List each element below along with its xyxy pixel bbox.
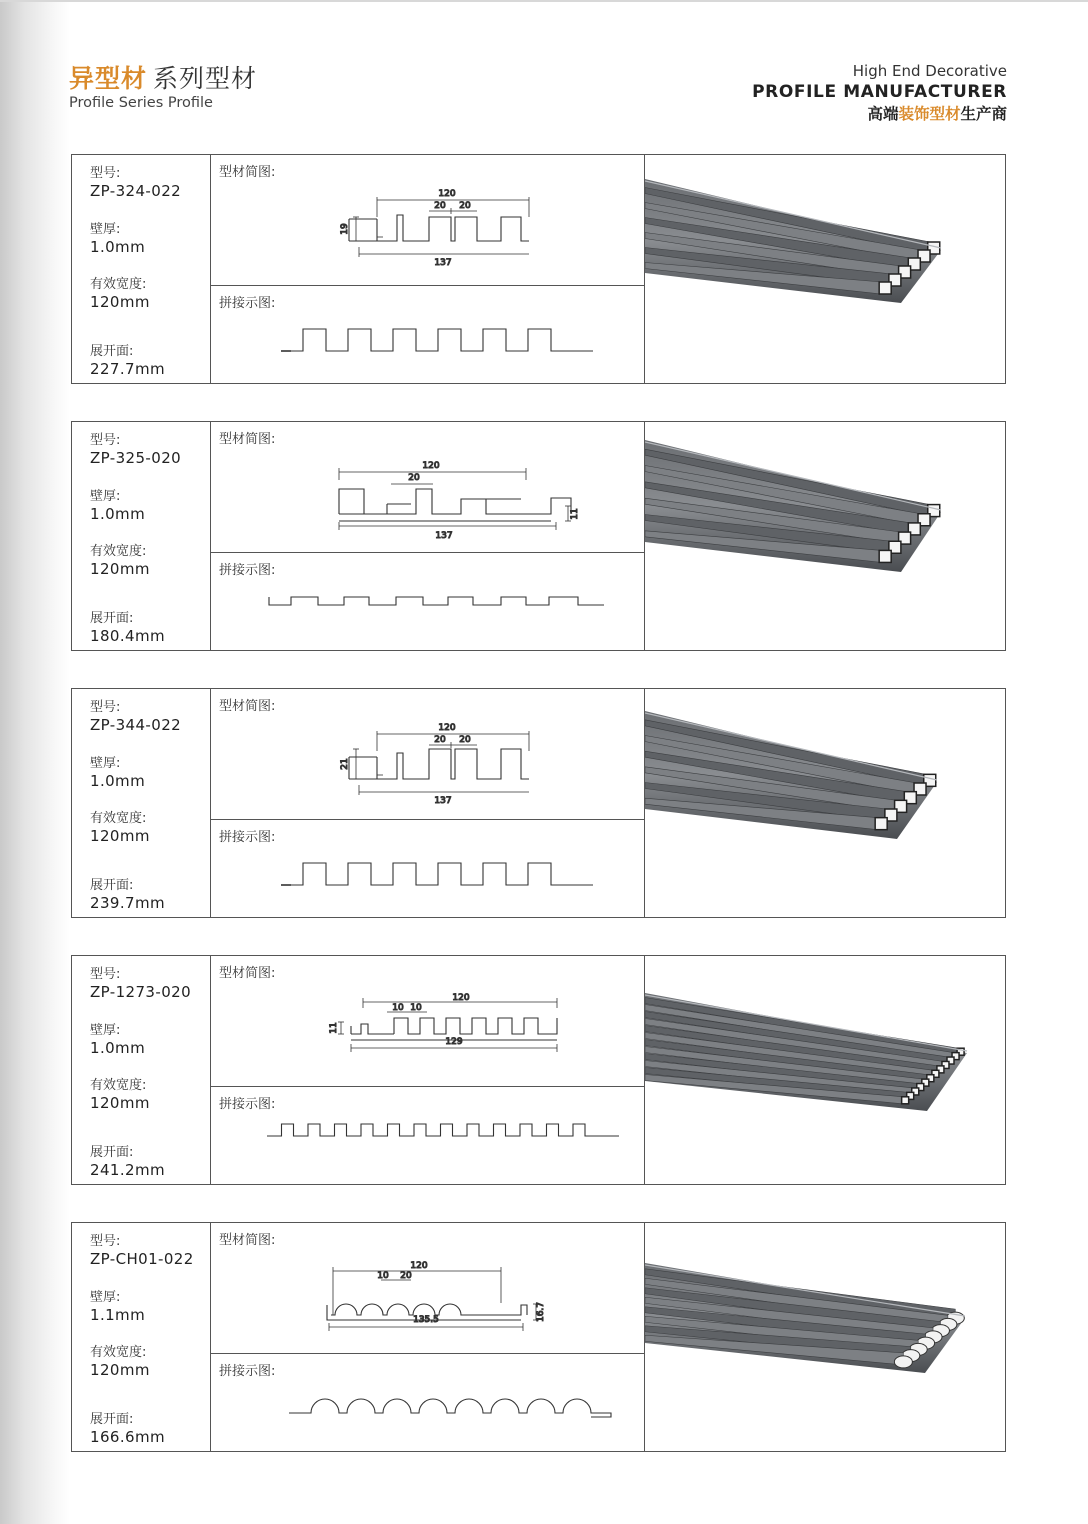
dim-height: 11	[329, 1022, 339, 1034]
spec-thickness-value: 1.0mm	[90, 1039, 146, 1057]
spec-model	[90, 433, 181, 467]
brand-tagline	[752, 62, 1007, 124]
spec-model	[90, 700, 181, 734]
product-row	[71, 688, 1006, 918]
spec-unfolded-label: 展开面:	[90, 1145, 134, 1160]
dim-height: 19	[340, 223, 350, 235]
dim-pitch-a: 20	[434, 201, 446, 211]
spec-column	[72, 956, 211, 1184]
profile-diagrams	[211, 956, 644, 1183]
splice-diagram-caption: 拼接示图:	[219, 563, 276, 578]
product-photo	[644, 155, 1005, 383]
spec-unfolded	[90, 878, 165, 912]
drawing-column	[211, 155, 644, 383]
profile-diagrams	[211, 1223, 644, 1450]
dim-width: 120	[438, 189, 456, 199]
profile-render	[645, 689, 1005, 916]
spec-effective-width-label: 有效宽度:	[90, 811, 147, 826]
dim-pitch-a: 20	[434, 735, 446, 745]
spec-column	[72, 155, 211, 383]
title-accent: 异型材	[69, 64, 148, 93]
dim-width: 120	[422, 461, 440, 471]
spec-effective-width	[90, 1078, 150, 1112]
spec-effective-width-value: 120mm	[90, 560, 150, 578]
splice-diagram-caption: 拼接示图:	[219, 830, 276, 845]
spec-effective-width-label: 有效宽度:	[90, 1078, 147, 1093]
profile-diagram-caption: 型材简图:	[219, 1233, 276, 1248]
tagline-line2: PROFILE MANUFACTURER	[752, 82, 1007, 102]
spec-unfolded-label: 展开面:	[90, 878, 134, 893]
spec-thickness	[90, 222, 145, 256]
spec-effective-width	[90, 811, 150, 845]
splice-diagram-caption: 拼接示图:	[219, 296, 276, 311]
product-row	[71, 955, 1006, 1185]
profile-diagrams	[211, 155, 644, 382]
dim-pitch-b: 20	[400, 1271, 412, 1281]
spec-column	[72, 1223, 211, 1451]
spec-effective-width-label: 有效宽度:	[90, 277, 147, 292]
dim-total: 137	[434, 258, 452, 268]
page-header-left	[69, 64, 257, 111]
spec-thickness-label: 壁厚:	[90, 1290, 121, 1305]
profile-render	[645, 422, 1005, 649]
spec-unfolded	[90, 611, 165, 645]
dim-pitch-a: 20	[408, 473, 420, 483]
profile-diagrams	[211, 689, 644, 916]
profile-diagram-caption: 型材简图:	[219, 699, 276, 714]
product-photo	[644, 422, 1005, 650]
dim-total: 137	[434, 796, 452, 806]
spec-thickness-label: 壁厚:	[90, 756, 121, 771]
profile-render	[645, 956, 1005, 1183]
spec-column	[72, 422, 211, 650]
dim-height: 11	[570, 508, 580, 520]
spec-effective-width-value: 120mm	[90, 1094, 150, 1112]
dim-total: 129	[445, 1037, 463, 1047]
profile-diagram-caption: 型材简图:	[219, 432, 276, 447]
spec-effective-width	[90, 1345, 150, 1379]
spec-unfolded	[90, 1412, 165, 1446]
product-photo	[644, 1223, 1005, 1451]
spec-thickness-value: 1.1mm	[90, 1306, 146, 1324]
page-subtitle: Profile Series Profile	[69, 95, 213, 111]
profile-render	[645, 1223, 1005, 1450]
product-photo	[644, 956, 1005, 1184]
spec-effective-width-value: 120mm	[90, 1361, 150, 1379]
profile-diagram-caption: 型材简图:	[219, 966, 276, 981]
spec-unfolded-value: 166.6mm	[90, 1428, 165, 1446]
spec-thickness-value: 1.0mm	[90, 238, 146, 256]
profile-diagrams	[211, 422, 644, 649]
dim-total: 137	[435, 531, 453, 541]
spec-unfolded-value: 239.7mm	[90, 894, 165, 912]
spec-thickness	[90, 756, 145, 790]
tagline-line1: High End Decorative	[852, 62, 1007, 80]
dim-height: 21	[340, 758, 350, 770]
spec-thickness	[90, 489, 145, 523]
spec-unfolded-value: 180.4mm	[90, 627, 165, 645]
dim-total: 135.5	[413, 1315, 439, 1325]
spec-model-value: ZP-325-020	[90, 449, 182, 467]
spec-thickness-label: 壁厚:	[90, 489, 121, 504]
dim-height: 16.7	[536, 1301, 546, 1323]
spec-thickness	[90, 1023, 145, 1057]
spec-model	[90, 1234, 194, 1268]
spec-thickness-value: 1.0mm	[90, 772, 146, 790]
page-title	[69, 64, 257, 94]
spec-unfolded-label: 展开面:	[90, 611, 134, 626]
spec-model-label: 型号:	[90, 1234, 121, 1249]
dim-width: 120	[438, 723, 456, 733]
spec-effective-width	[90, 277, 150, 311]
spec-model-value: ZP-324-022	[90, 182, 182, 200]
spec-unfolded-value: 227.7mm	[90, 360, 165, 378]
spec-model-label: 型号:	[90, 700, 121, 715]
dim-pitch-b: 20	[459, 201, 471, 211]
page-top-edge	[0, 0, 1088, 2]
spec-unfolded-value: 241.2mm	[90, 1161, 165, 1179]
tagline-line3	[752, 104, 1007, 124]
dim-width: 120	[410, 1261, 428, 1271]
product-row	[71, 1222, 1006, 1452]
drawing-column	[211, 956, 644, 1184]
dim-pitch-a: 10	[392, 1003, 404, 1013]
spec-effective-width-label: 有效宽度:	[90, 544, 147, 559]
spec-unfolded-label: 展开面:	[90, 1412, 134, 1427]
title-rest: 系列型材	[153, 64, 258, 93]
spec-column	[72, 689, 211, 917]
drawing-column	[211, 1223, 644, 1451]
product-row	[71, 154, 1006, 384]
spec-effective-width-label: 有效宽度:	[90, 1345, 147, 1360]
spec-thickness-value: 1.0mm	[90, 505, 146, 523]
spec-thickness-label: 壁厚:	[90, 1023, 121, 1038]
spec-effective-width	[90, 544, 150, 578]
dim-pitch-b: 20	[459, 735, 471, 745]
spec-unfolded-label: 展开面:	[90, 344, 134, 359]
tagline-line3-post: 生产商	[960, 105, 1007, 123]
spec-model-value: ZP-344-022	[90, 716, 182, 734]
spec-model-label: 型号:	[90, 166, 121, 181]
spec-unfolded	[90, 344, 165, 378]
dim-pitch-b: 10	[410, 1003, 422, 1013]
page-edge-shadow	[0, 0, 70, 1524]
splice-diagram-caption: 拼接示图:	[219, 1097, 276, 1112]
product-row	[71, 421, 1006, 651]
spec-model-value: ZP-1273-020	[90, 983, 192, 1001]
spec-model-value: ZP-CH01-022	[90, 1250, 194, 1268]
spec-effective-width-value: 120mm	[90, 827, 150, 845]
spec-model	[90, 967, 191, 1001]
spec-thickness	[90, 1290, 145, 1324]
splice-diagram-caption: 拼接示图:	[219, 1364, 276, 1379]
product-photo	[644, 689, 1005, 917]
profile-diagram-caption: 型材简图:	[219, 165, 276, 180]
spec-model	[90, 166, 181, 200]
dim-width: 120	[452, 993, 470, 1003]
drawing-column	[211, 422, 644, 650]
tagline-line3-accent: 装饰型材	[898, 105, 961, 123]
drawing-column	[211, 689, 644, 917]
tagline-line3-pre: 高端	[867, 105, 899, 123]
spec-thickness-label: 壁厚:	[90, 222, 121, 237]
dim-pitch-a: 10	[377, 1271, 389, 1281]
spec-model-label: 型号:	[90, 967, 121, 982]
spec-model-label: 型号:	[90, 433, 121, 448]
profile-render	[645, 155, 1005, 382]
spec-unfolded	[90, 1145, 165, 1179]
spec-effective-width-value: 120mm	[90, 293, 150, 311]
